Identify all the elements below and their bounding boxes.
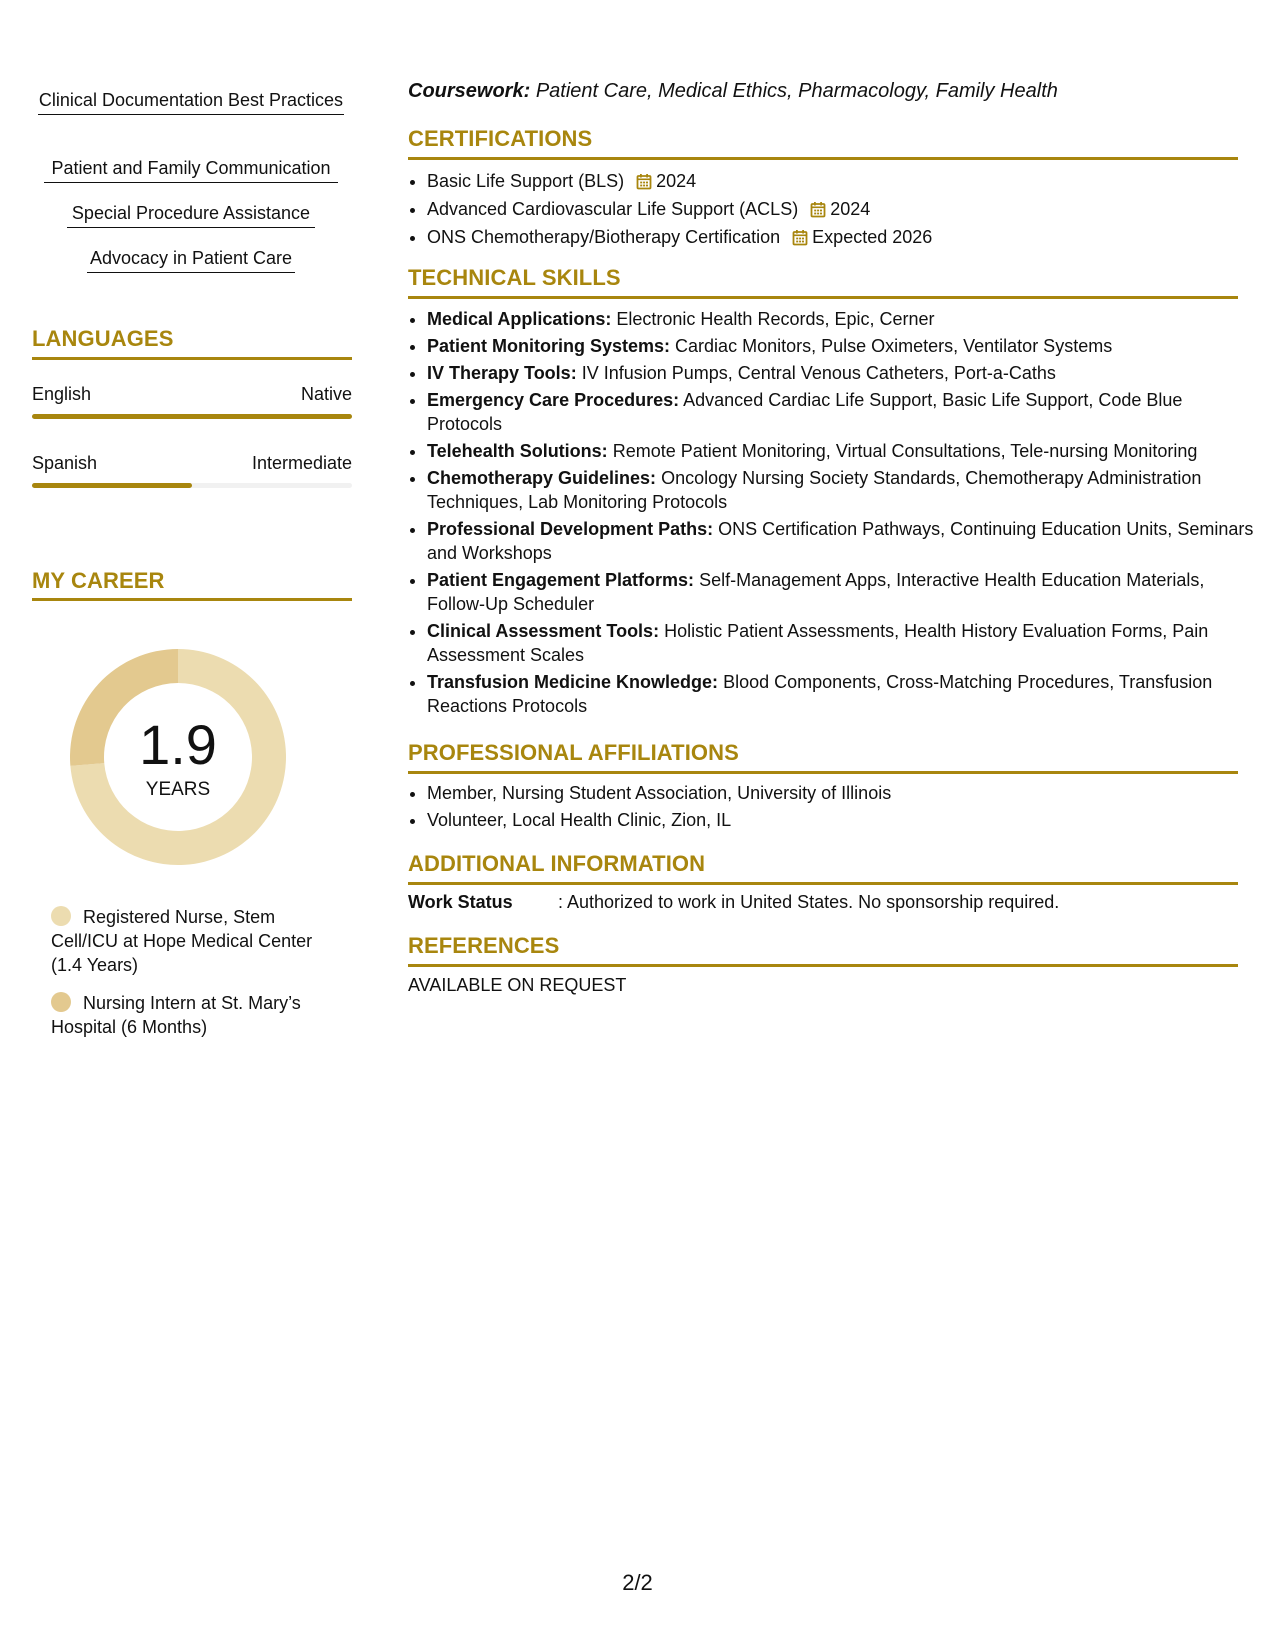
career-rule <box>32 598 352 601</box>
tech-skill-item <box>427 334 1257 358</box>
tech-skill-text: IV Infusion Pumps, Central Venous Catheters, Port-a-Caths <box>581 363 1056 383</box>
language-bar-fill <box>32 414 352 419</box>
cert-name: ONS Chemotherapy/Biotherapy Certification <box>427 227 781 247</box>
tech-skill-item <box>427 439 1257 463</box>
work-status-label: Work Status <box>408 892 513 912</box>
tech-skill-text: Holistic Patient Assessments, Health History Evaluation Forms, Pain Assessment Scales <box>427 621 1209 665</box>
calendar-icon <box>792 229 808 246</box>
cert-item <box>427 167 1257 195</box>
cert-date: Expected 2026 <box>812 227 933 247</box>
skill-tag: Advocacy in Patient Care <box>87 246 295 273</box>
tech-skill-item <box>427 619 1257 667</box>
tech-skill-label: IV Therapy Tools: <box>427 363 577 383</box>
tech-skill-item <box>427 670 1257 718</box>
career-item-text: Registered Nurse, Stem Cell/ICU at Hope Medical Center (1.4 Years) <box>51 907 313 975</box>
additional-info-rule <box>408 882 1238 885</box>
certifications-title: CERTIFICATIONS <box>408 126 593 151</box>
tech-skill-text: Remote Patient Monitoring, Virtual Consultations, Tele-nursing Monitoring <box>612 441 1198 461</box>
language-level: Native <box>300 384 352 404</box>
tech-skill-label: Medical Applications: <box>427 309 612 329</box>
languages-title: LANGUAGES <box>32 326 174 351</box>
tech-skill-item <box>427 517 1257 565</box>
tech-skill-text: Blood Components, Cross-Matching Procedures, Transfusion Reactions Protocols <box>427 672 1213 716</box>
tech-skill-label: Emergency Care Procedures: <box>427 390 680 410</box>
language-level: Intermediate <box>251 453 352 473</box>
certifications-rule <box>408 157 1238 160</box>
skill-tag: Patient and Family Communication <box>44 156 338 183</box>
tech-skill-text: Oncology Nursing Society Standards, Chemotherapy Administration Techniques, Lab Monitoring Protocols <box>427 468 1202 512</box>
tech-skill-label: Chemotherapy Guidelines: <box>427 468 657 488</box>
additional-info-title: ADDITIONAL INFORMATION <box>408 851 706 876</box>
career-legend-dot <box>51 906 71 926</box>
calendar-icon <box>810 201 826 218</box>
tech-skill-label: Transfusion Medicine Knowledge: <box>427 672 719 692</box>
cert-item <box>427 223 1257 251</box>
references-title: REFERENCES <box>408 933 560 958</box>
coursework-label: Coursework: <box>408 80 531 102</box>
language-bar-fill <box>32 483 192 488</box>
references-text: AVAILABLE ON REQUEST <box>408 975 627 995</box>
work-status-value: : Authorized to work in United States. No sponsorship required. <box>558 892 1060 912</box>
coursework-text: Patient Care, Medical Ethics, Pharmacology, Family Health <box>535 80 1058 102</box>
tech-skill-label: Patient Engagement Platforms: <box>427 570 695 590</box>
tech-skill-label: Clinical Assessment Tools: <box>427 621 660 641</box>
technical-skills-list <box>408 307 1257 718</box>
affiliations-rule <box>408 771 1238 774</box>
career-item <box>51 991 341 1039</box>
language-name: Spanish <box>32 453 98 473</box>
tech-skill-label: Patient Monitoring Systems: <box>427 336 671 356</box>
page-number: 2/2 <box>622 1570 653 1595</box>
career-legend-dot <box>51 992 71 1012</box>
language-bar <box>32 414 352 419</box>
tech-skill-item <box>427 466 1257 514</box>
affiliation-item: • Volunteer, Local Health Clinic, Zion, IL <box>427 808 1257 832</box>
career-title: MY CAREER <box>32 568 165 593</box>
career-years-label: YEARS <box>145 779 211 800</box>
cert-item <box>427 195 1257 223</box>
tech-skill-item <box>427 361 1257 385</box>
career-item <box>51 905 341 977</box>
tech-skill-text: ONS Certification Pathways, Continuing Education Units, Seminars and Workshops <box>427 519 1254 563</box>
technical-skills-rule <box>408 296 1238 299</box>
cert-name: Basic Life Support (BLS) <box>427 171 625 191</box>
tech-skill-item <box>427 568 1257 616</box>
tech-skill-text: Advanced Cardiac Life Support, Basic Life Support, Code Blue Protocols <box>427 390 1183 434</box>
tech-skill-text: Electronic Health Records, Epic, Cerner <box>616 309 935 329</box>
languages-rule <box>32 357 352 360</box>
technical-skills-title: TECHNICAL SKILLS <box>408 265 621 290</box>
certifications-list <box>408 167 1257 251</box>
cert-name: Advanced Cardiovascular Life Support (ACLS) <box>427 199 799 219</box>
language-bar <box>32 483 352 488</box>
cert-date: 2024 <box>830 199 871 219</box>
skill-tag: Special Procedure Assistance <box>67 201 315 228</box>
language-name: English <box>32 384 92 404</box>
affiliations-title: PROFESSIONAL AFFILIATIONS <box>408 740 739 765</box>
tech-skill-text: Self-Management Apps, Interactive Health Education Materials, Follow-Up Scheduler <box>427 570 1205 614</box>
affiliations-list <box>408 781 1257 832</box>
career-item-text: Nursing Intern at St. Mary’s Hospital (6 Months) <box>51 993 301 1037</box>
tech-skill-item <box>427 388 1257 436</box>
affiliation-item: • Member, Nursing Student Association, University of Illinois <box>427 781 1257 805</box>
career-total-years: 1.9 <box>139 713 217 776</box>
skill-tag: Clinical Documentation Best Practices <box>38 88 344 115</box>
tech-skill-label: Telehealth Solutions: <box>427 441 608 461</box>
cert-date: 2024 <box>656 171 697 191</box>
tech-skill-text: Cardiac Monitors, Pulse Oximeters, Ventilator Systems <box>675 336 1113 356</box>
coursework <box>408 80 1058 103</box>
tech-skill-label: Professional Development Paths: <box>427 519 714 539</box>
references-rule <box>408 964 1238 967</box>
tech-skill-item <box>427 307 1257 331</box>
calendar-icon <box>636 173 652 190</box>
